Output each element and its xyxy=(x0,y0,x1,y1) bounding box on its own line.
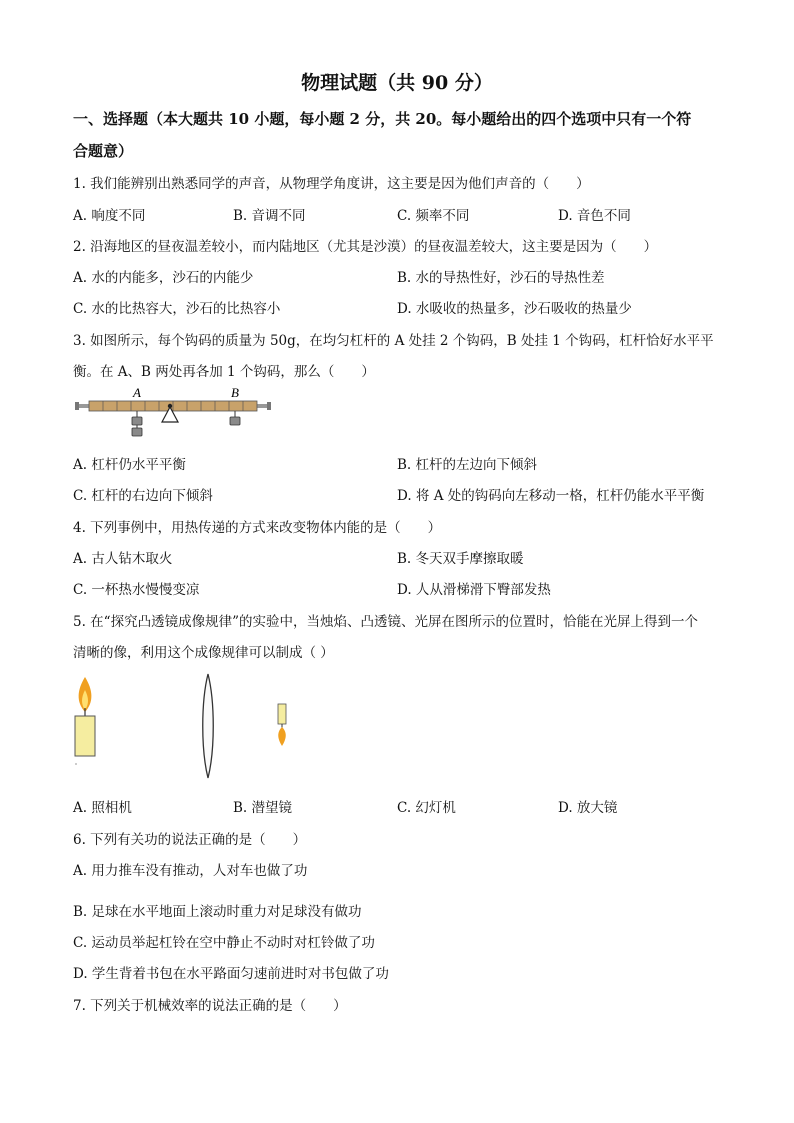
q5-option-c: C. 幻灯机 xyxy=(397,800,456,816)
question-1-stem: 1. 我们能辨别出熟悉同学的声音，从物理学角度讲，这主要是因为他们声音的（ ） xyxy=(73,176,590,192)
hook-weight-b xyxy=(230,411,240,425)
question-2-stem: 2. 沿海地区的昼夜温差较小，而内陆地区（尤其是沙漠）的昼夜温差较大，这主要是因为（ ） xyxy=(73,239,658,255)
question-3-stem-line2: 衡。在 A、B 两处再各加 1 个钩码，那么（ ） xyxy=(73,364,375,380)
q2-option-d: D. 水吸收的热量多，沙石吸收的热量少 xyxy=(397,301,632,317)
q4-option-c: C. 一杯热水慢慢变凉 xyxy=(73,582,200,598)
q1-option-a: A. 响度不同 xyxy=(73,208,146,224)
q2-option-b: B. 水的导热性好，沙石的导热性差 xyxy=(397,270,605,286)
q6-option-d: D. 学生背着书包在水平路面匀速前进时对书包做了功 xyxy=(73,966,389,982)
q2-option-a: A. 水的内能多，沙石的内能少 xyxy=(73,270,254,286)
question-3-stem-line1: 3. 如图所示，每个钩码的质量为 50g，在均匀杠杆的 A 处挂 2 个钩码，B 处挂 1 个钩码，杠杆恰好水平平 xyxy=(73,333,714,349)
q5-option-d: D. 放大镜 xyxy=(558,800,618,816)
page-title: 物理试题（共 90 分） xyxy=(301,72,493,94)
q1-option-c: C. 频率不同 xyxy=(397,208,470,224)
inverted-image-flame xyxy=(278,727,286,746)
label-b: B xyxy=(231,385,239,400)
q5-option-a: A. 照相机 xyxy=(73,800,132,816)
q4-option-d: D. 人从滑梯滑下臀部发热 xyxy=(397,582,551,598)
q6-option-a: A. 用力推车没有推动，人对车也做了功 xyxy=(73,863,308,879)
hook-weights-a xyxy=(132,411,142,436)
q6-option-b: B. 足球在水平地面上滚动时重力对足球没有做功 xyxy=(73,904,362,920)
section-heading-line2: 合题意） xyxy=(73,142,134,160)
lever-left-knob xyxy=(75,402,89,410)
question-5-stem-line2: 清晰的像，利用这个成像规律可以制成（ ） xyxy=(73,645,334,661)
q5-option-b: B. 潜望镜 xyxy=(233,800,293,816)
inverted-image-candle xyxy=(278,704,286,724)
label-a: A xyxy=(133,385,141,400)
lens-experiment-figure xyxy=(68,672,308,782)
q6-option-c: C. 运动员举起杠铃在空中静止不动时对杠铃做了功 xyxy=(73,935,375,951)
q4-option-a: A. 古人钻木取火 xyxy=(73,551,173,567)
convex-lens xyxy=(203,674,214,778)
q3-option-d: D. 将 A 处的钩码向左移动一格，杠杆仍能水平平衡 xyxy=(397,488,705,504)
question-6-stem: 6. 下列有关功的说法正确的是（ ） xyxy=(73,832,307,848)
section-heading-line1: 一、选择题（本大题共 10 小题，每小题 2 分，共 20。每小题给出的四个选项中只有一个符 xyxy=(73,110,692,128)
q3-option-b: B. 杠杆的左边向下倾斜 xyxy=(397,457,538,473)
question-5-stem-line1: 5. 在“探究凸透镜成像规律”的实验中，当烛焰、凸透镜、光屏在图所示的位置时，恰能在光屏上得到一个 xyxy=(73,614,698,630)
q3-option-c: C. 杠杆的右边向下倾斜 xyxy=(73,488,213,504)
lever-right-knob xyxy=(257,402,271,410)
q2-option-c: C. 水的比热容大，沙石的比热容小 xyxy=(73,301,281,317)
q3-option-a: A. 杠杆仍水平平衡 xyxy=(73,457,186,473)
candle-body xyxy=(75,716,95,756)
lever-figure xyxy=(73,385,273,440)
question-7-stem: 7. 下列关于机械效率的说法正确的是（ ） xyxy=(73,998,347,1014)
q4-option-b: B. 冬天双手摩擦取暖 xyxy=(397,551,524,567)
question-4-stem: 4. 下列事例中，用热传递的方式来改变物体内能的是（ ） xyxy=(73,520,442,536)
q1-option-d: D. 音色不同 xyxy=(558,208,631,224)
q1-option-b: B. 音调不同 xyxy=(233,208,306,224)
